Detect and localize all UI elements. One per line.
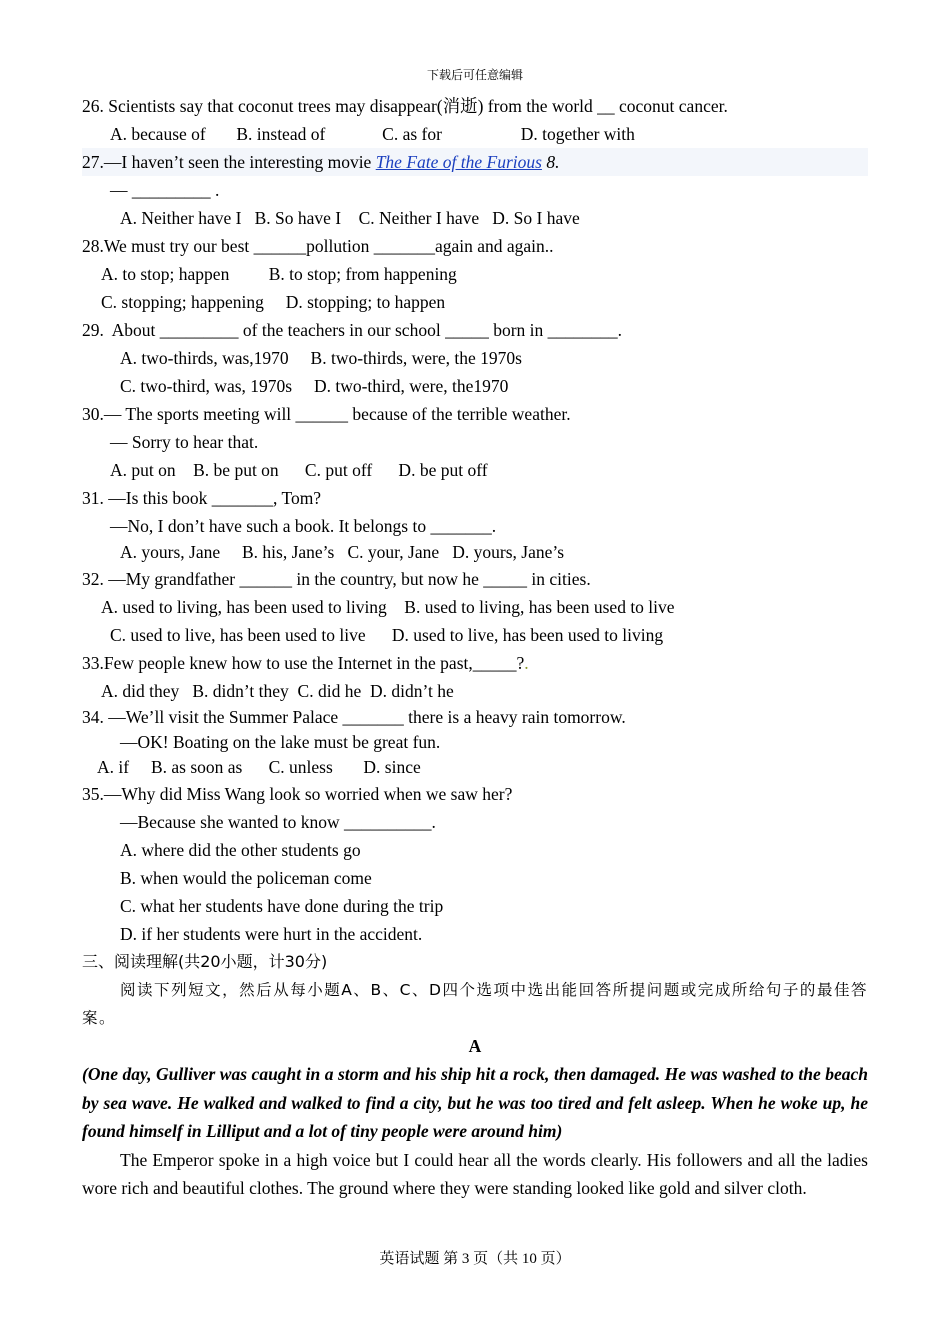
q28-stem: 28.We must try our best ______pollution _______again and again.. [82, 236, 554, 256]
q28-options-1: A. to stop; happen B. to stop; from happening [101, 264, 457, 284]
q30-reply: — Sorry to hear that. [110, 432, 259, 452]
q29-options-1: A. two-thirds, was,1970 B. two-thirds, were, the 1970s [120, 348, 522, 368]
q35-option-c: C. what her students have done during the trip [120, 896, 444, 916]
q30-options: A. put on B. be put on C. put off D. be put off [110, 460, 488, 480]
q34-options: A. if B. as soon as C. unless D. since [97, 757, 421, 777]
q34-reply: —OK! Boating on the lake must be great fun. [120, 732, 441, 752]
section-instruction: 阅读下列短文，然后从每小题A、B、C、D四个选项中选出能回答所提问题或完成所给句子的最佳答案。 [82, 981, 868, 1027]
q30-stem: 30.— The sports meeting will ______ because of the terrible weather. [82, 404, 571, 424]
passage-paragraph: The Emperor spoke in a high voice but I could hear all the words clearly. His followers and all the ladies wore rich and beautiful clothes. The ground where they were standing looked like gold and silver cloth. [82, 1149, 868, 1198]
passage-label: A [468, 1036, 482, 1056]
q34-stem: 34. —We’ll visit the Summer Palace _______ there is a heavy rain tomorrow. [82, 707, 626, 727]
passage-intro: (One day, Gulliver was caught in a storm and his ship hit a rock, then damaged. He was washed to the beach by sea wave. He walked and walked to find a city, but he was too tired and felt asleep. When he woke up, he found himself in Lilliput and a lot of tiny people were around him) [82, 1064, 868, 1141]
q32-stem: 32. —My grandfather ______ in the country, but now he _____ in cities. [82, 569, 591, 589]
q27-options: A. Neither have I B. So have I C. Neither I have D. So I have [120, 208, 580, 228]
q32-options-1: A. used to living, has been used to living B. used to living, has been used to live [101, 597, 675, 617]
page-footer: 英语试题 第 3 页（共 10 页） [379, 1251, 571, 1267]
q35-reply: —Because she wanted to know __________. [120, 812, 436, 832]
exam-content [82, 92, 868, 1203]
q33-dot: . [524, 653, 529, 673]
q29-options-2: C. two-third, was, 1970s D. two-third, were, the1970 [120, 376, 509, 396]
q27-reply: — _________ . [110, 180, 220, 200]
q31-reply: —No, I don’t have such a book. It belongs to _______. [110, 516, 497, 536]
q27-stem-end: 8. [541, 152, 560, 172]
page-header: 下载后可任意编辑 [426, 68, 523, 82]
q27-stem [82, 148, 868, 176]
q28-options-2: C. stopping; happening D. stopping; to happen [101, 292, 446, 312]
q33-options: A. did they B. didn’t they C. did he D. didn’t he [101, 681, 454, 701]
section-title: 三、阅读理解(共20小题，计30分) [82, 952, 328, 971]
q33-stem [82, 649, 868, 677]
q31-stem: 31. —Is this book _______, Tom? [82, 488, 322, 508]
movie-title-link[interactable]: The Fate of the Furious [375, 152, 542, 172]
q35-option-b: B. when would the policeman come [120, 868, 372, 888]
q35-stem: 35.—Why did Miss Wang look so worried when we saw her? [82, 784, 513, 804]
q35-option-a: A. where did the other students go [120, 840, 361, 860]
q33-stem-text: 33.Few people knew how to use the Internet in the past,_____? [82, 653, 525, 673]
q26-options: A. because of B. instead of C. as for D. together with [110, 124, 635, 144]
q31-options: A. yours, Jane B. his, Jane’s C. your, Jane D. yours, Jane’s [120, 542, 565, 562]
q29-stem: 29. About _________ of the teachers in our school _____ born in ________. [82, 320, 623, 340]
q27-stem-text: 27.—I haven’t seen the interesting movie [82, 152, 376, 172]
q26-stem: 26. Scientists say that coconut trees may disappear(消逝) from the world __ coconut cancer. [82, 96, 728, 116]
q35-option-d: D. if her students were hurt in the accident. [120, 924, 423, 944]
q32-options-2: C. used to live, has been used to live D. used to live, has been used to living [110, 625, 664, 645]
